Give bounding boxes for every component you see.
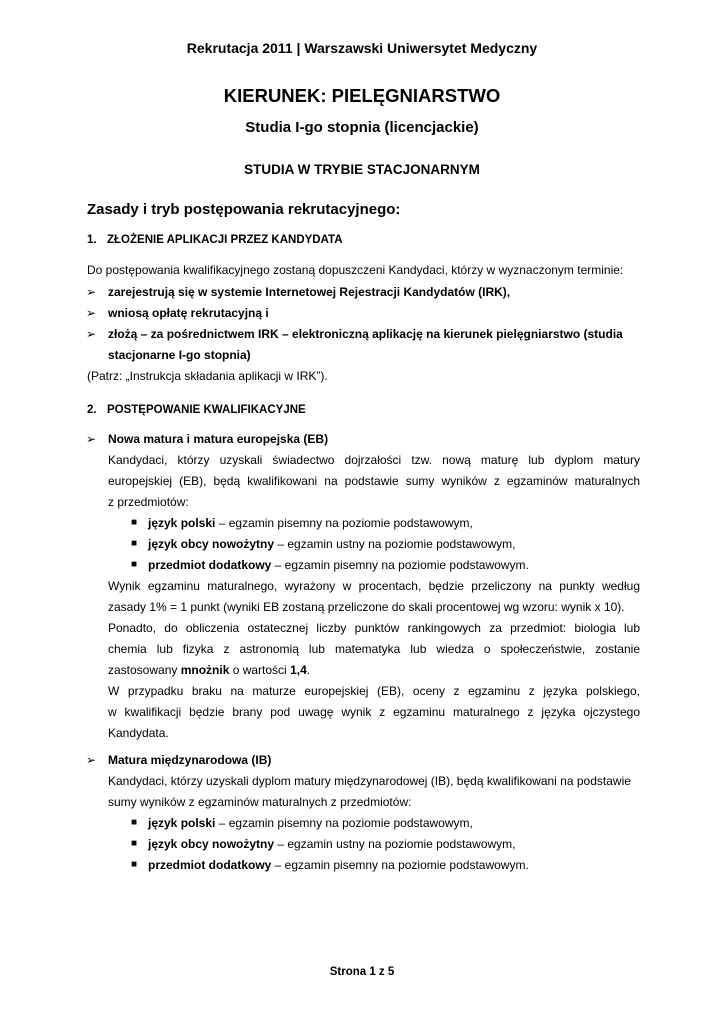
arrow-bullet-icon: ➢ bbox=[86, 327, 97, 341]
subject-item: język polski – egzamin pisemny na poziomie podstawowym, bbox=[148, 816, 473, 830]
section-2-title: POSTĘPOWANIE KWALIFIKACYJNE bbox=[107, 404, 306, 416]
square-bullet-icon: ■ bbox=[131, 817, 138, 828]
subsection-a-title: Nowa matura i matura europejska (EB) bbox=[108, 432, 329, 446]
paragraph-line: Kandydata. bbox=[108, 726, 169, 740]
multiplier-line: zastosowany mnożnik o wartości 1,4. bbox=[108, 663, 311, 677]
arrow-bullet-icon: ➢ bbox=[86, 306, 97, 320]
paragraph-line: chemia lub fizyka z astronomią lub matematyka lub wiedza o społeczeństwie, zostanie bbox=[108, 642, 640, 656]
subsection-b-title: Matura międzynarodowa (IB) bbox=[108, 753, 272, 767]
arrow-bullet-icon: ➢ bbox=[86, 285, 97, 299]
paragraph-line: W przypadku braku na maturze europejskiej (EB), oceny z egzaminu z języka polskiego, bbox=[108, 684, 640, 698]
paragraph-line: w kwalifikacji będzie brany pod uwagę wynik z egzaminu maturalnego z języka ojczystego bbox=[108, 705, 640, 719]
paragraph-line: zasady 1% = 1 punkt (wyniki EB zostaną przeliczone do skali procentowej wg wzoru: wynik x 10). bbox=[108, 600, 625, 614]
study-mode-heading: STUDIA W TRYBIE STACJONARNYM bbox=[244, 162, 480, 177]
page-title: KIERUNEK: PIELĘGNIARSTWO bbox=[223, 85, 501, 106]
section-heading: Zasady i tryb postępowania rekrutacyjnego: bbox=[87, 201, 401, 218]
section-1-item-1: zarejestrują się w systemie Internetowej Rejestracji Kandydatów (IRK), bbox=[108, 285, 511, 299]
section-1-item-3-line-2: stacjonarne I-go stopnia) bbox=[108, 348, 251, 362]
section-1-note: (Patrz: „Instrukcja składania aplikacji w IRK”). bbox=[87, 369, 328, 383]
page-subtitle: Studia I-go stopnia (licencjackie) bbox=[245, 119, 479, 136]
section-1-heading bbox=[87, 234, 343, 246]
square-bullet-icon: ■ bbox=[131, 517, 138, 528]
square-bullet-icon: ■ bbox=[131, 838, 138, 849]
paragraph-line: Wynik egzaminu maturalnego, wyrażony w procentach, będzie przeliczony na punkty według bbox=[108, 579, 640, 593]
subject-item: przedmiot dodatkowy – egzamin pisemny na poziomie podstawowym. bbox=[148, 858, 529, 872]
arrow-bullet-icon: ➢ bbox=[86, 753, 97, 767]
subject-item: język polski – egzamin pisemny na poziomie podstawowym, bbox=[148, 516, 473, 530]
section-1-title: ZŁOŻENIE APLIKACJI PRZEZ KANDYDATA bbox=[107, 234, 343, 246]
paragraph-line: Kandydaci, którzy uzyskali świadectwo dojrzałości tzw. nową maturę lub dyplom matury bbox=[108, 453, 640, 467]
subject-item: język obcy nowożytny – egzamin ustny na poziomie podstawowym, bbox=[148, 537, 516, 551]
subject-item: język obcy nowożytny – egzamin ustny na poziomie podstawowym, bbox=[148, 837, 516, 851]
paragraph-line: europejskiej (EB), będą kwalifikowani na podstawie sumy wyników z egzaminów maturalnych bbox=[108, 474, 640, 488]
section-2-number: 2. bbox=[87, 404, 97, 416]
section-1-number: 1. bbox=[87, 234, 97, 246]
square-bullet-icon: ■ bbox=[131, 859, 138, 870]
arrow-bullet-icon: ➢ bbox=[86, 432, 97, 446]
paragraph-line: sumy wyników z egzaminów maturalnych z przedmiotów: bbox=[108, 795, 412, 809]
page-header: Rekrutacja 2011 | Warszawski Uniwersytet Medyczny bbox=[186, 40, 538, 56]
section-1-item-3-line-1: złożą – za pośrednictwem IRK – elektroniczną aplikację na kierunek pielęgniarstwo (studia bbox=[108, 327, 623, 341]
section-2-heading bbox=[87, 404, 306, 416]
page-number-footer: Strona 1 z 5 bbox=[329, 966, 395, 978]
section-1-item-2: wniosą opłatę rekrutacyjną i bbox=[108, 306, 269, 320]
paragraph-line: z przedmiotów: bbox=[108, 495, 189, 509]
square-bullet-icon: ■ bbox=[131, 559, 138, 570]
square-bullet-icon: ■ bbox=[131, 538, 138, 549]
paragraph-line: Kandydaci, którzy uzyskali dyplom matury międzynarodowej (IB), będą kwalifikowani na podstawie bbox=[108, 774, 631, 788]
subject-item: przedmiot dodatkowy – egzamin pisemny na poziomie podstawowym. bbox=[148, 558, 529, 572]
section-1-intro: Do postępowania kwalifikacyjnego zostaną dopuszczeni Kandydaci, którzy w wyznaczonym terminie: bbox=[87, 263, 624, 277]
paragraph-line: Ponadto, do obliczenia ostatecznej liczby punktów rankingowych za przedmiot: biologia lub bbox=[108, 621, 640, 635]
